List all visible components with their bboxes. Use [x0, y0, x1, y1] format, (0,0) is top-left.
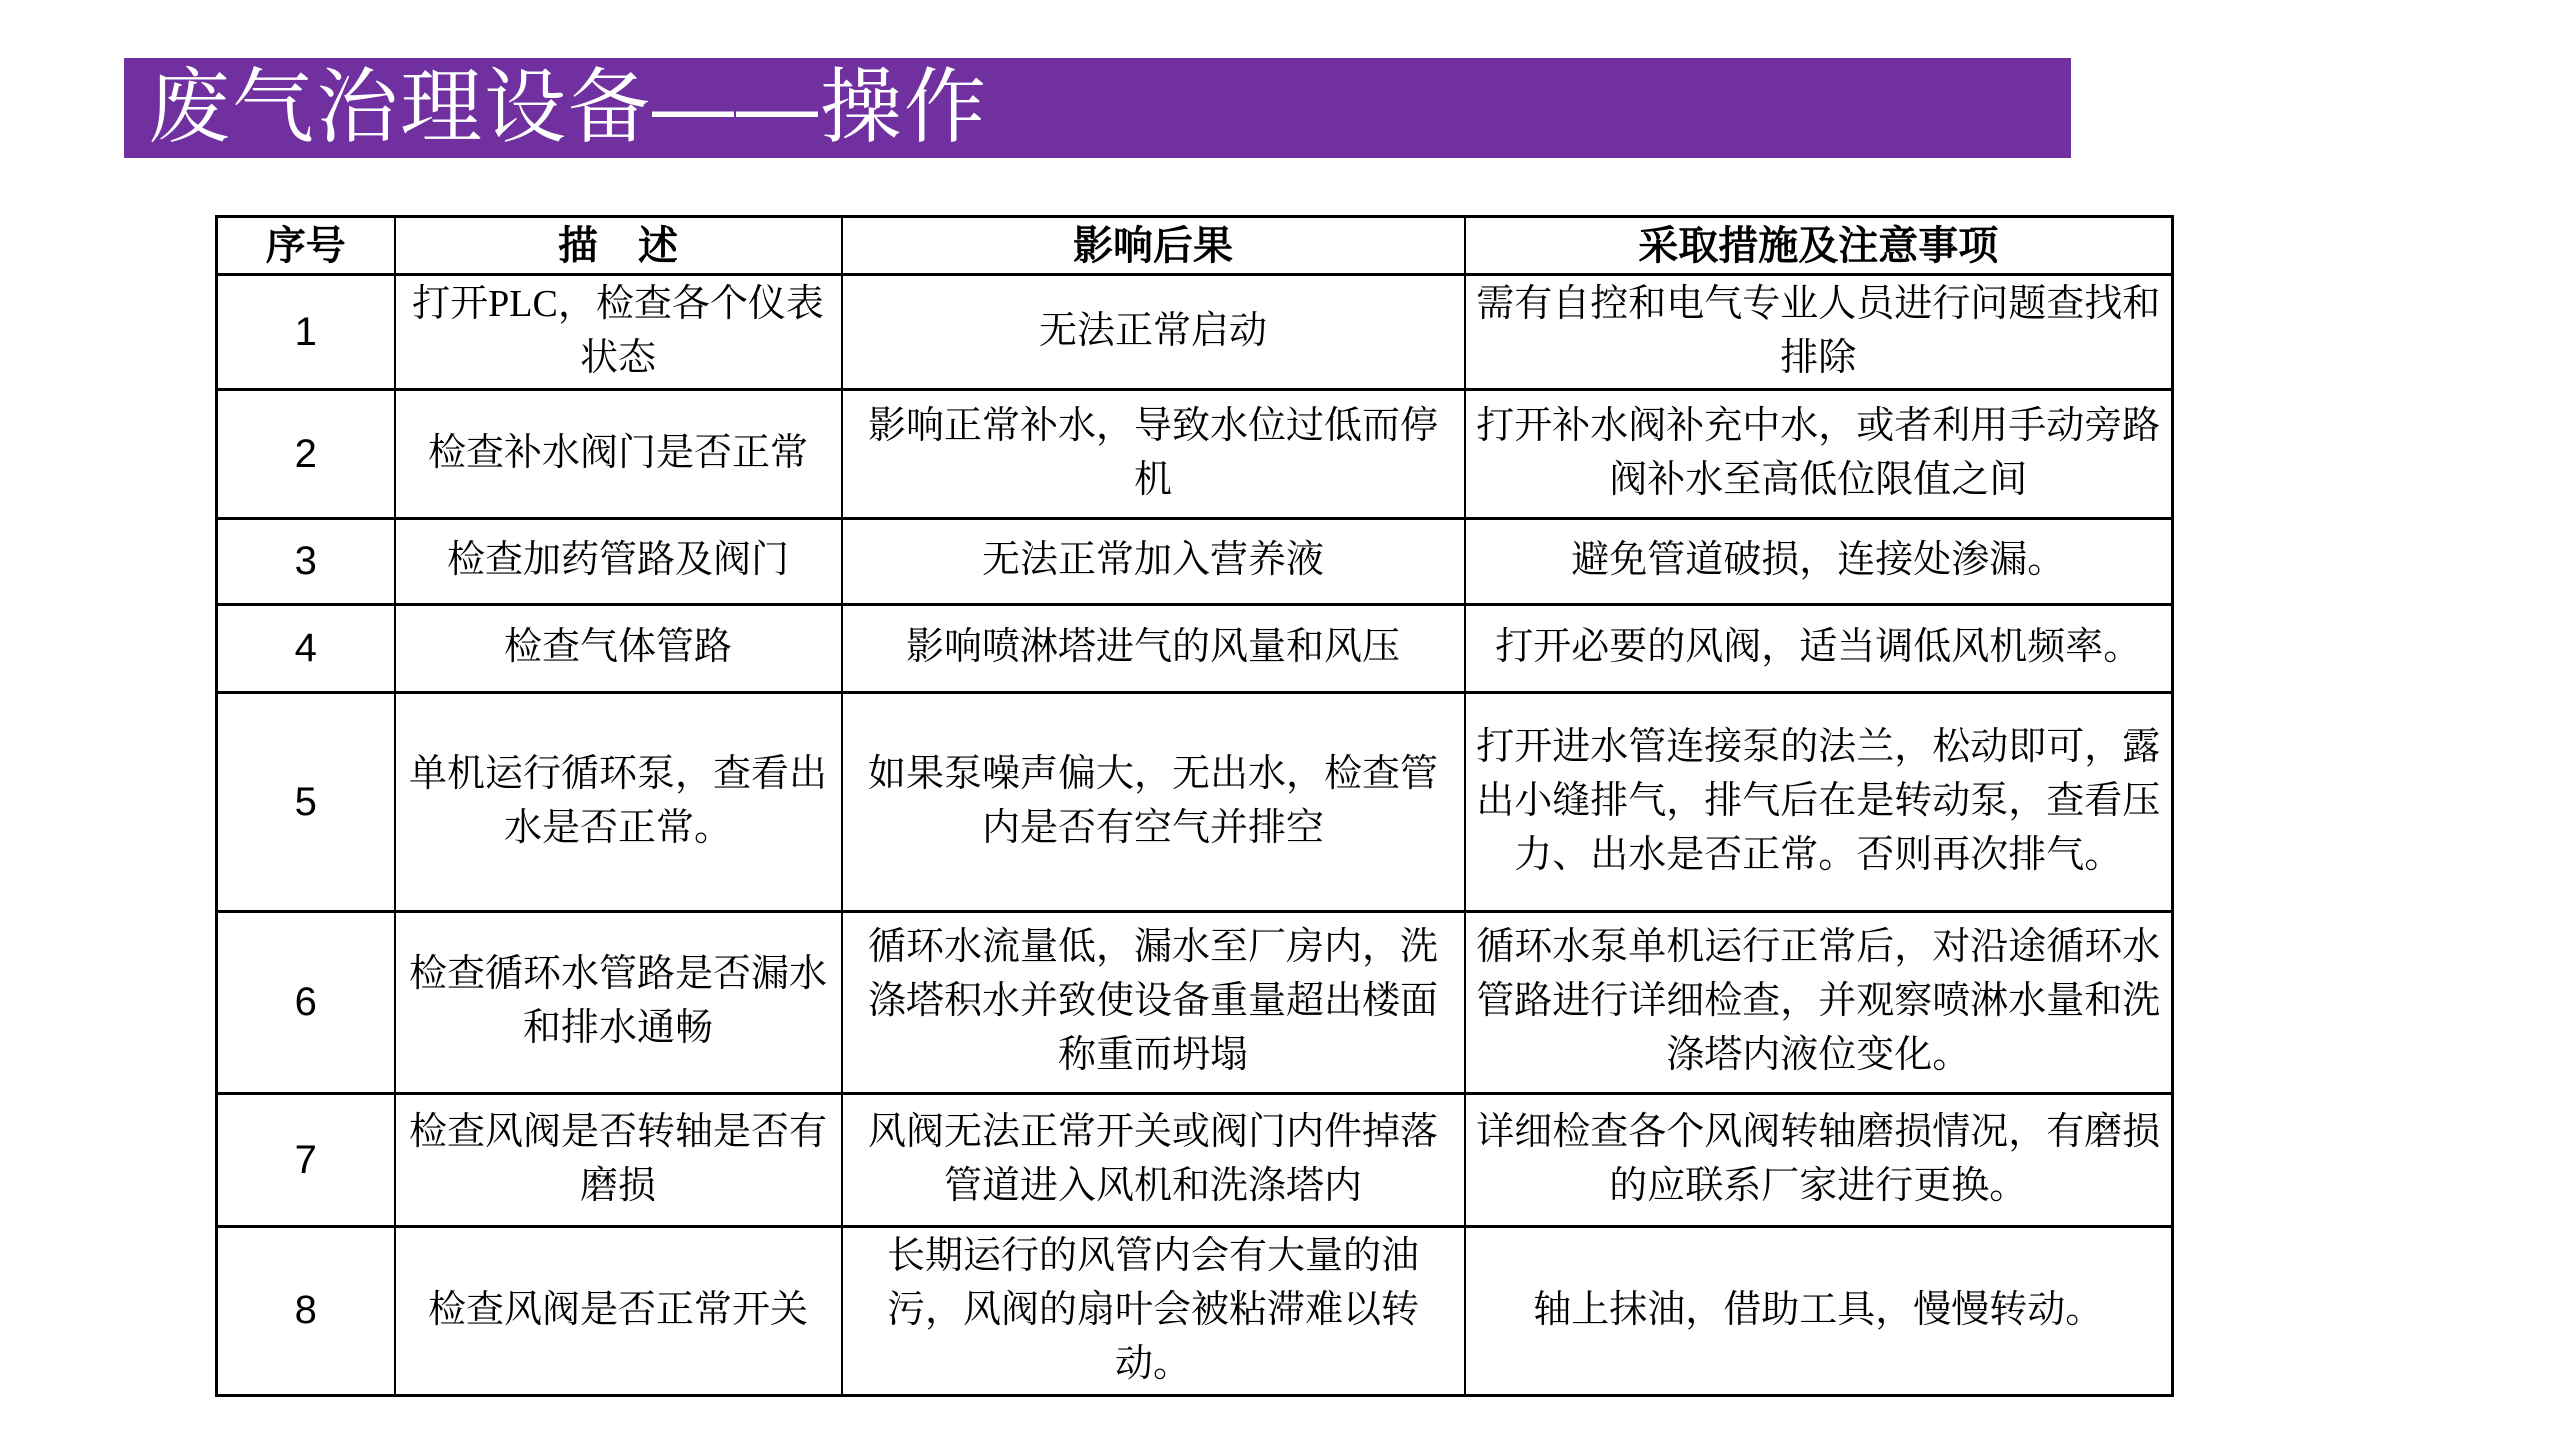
row-number-cell: 2: [217, 389, 395, 518]
row-number-cell: 7: [217, 1093, 395, 1226]
action-cell: 详细检查各个风阀转轴磨损情况，有磨损的应联系厂家进行更换。: [1465, 1093, 2173, 1226]
impact-cell: 如果泵噪声偏大，无出水，检查管内是否有空气并排空: [842, 692, 1465, 911]
table-row: [217, 389, 2173, 518]
description-cell: 检查风阀是否正常开关: [395, 1226, 842, 1395]
table-row: [217, 275, 2173, 390]
col-header-number: 序号: [217, 217, 395, 275]
table-row: [217, 518, 2173, 604]
description-cell: 打开PLC，检查各个仪表状态: [395, 275, 842, 390]
impact-cell: 无法正常启动: [842, 275, 1465, 390]
table-row: [217, 604, 2173, 692]
row-number-cell: 8: [217, 1226, 395, 1395]
action-cell: 打开必要的风阀，适当调低风机频率。: [1465, 604, 2173, 692]
table-header-row: [217, 217, 2173, 275]
row-number-cell: 6: [217, 911, 395, 1093]
action-cell: 打开补水阀补充中水，或者利用手动旁路阀补水至高低位限值之间: [1465, 389, 2173, 518]
description-cell: 检查补水阀门是否正常: [395, 389, 842, 518]
col-header-action: 采取措施及注意事项: [1465, 217, 2173, 275]
page-title: 废气治理设备——操作: [148, 62, 989, 153]
table-row: [217, 692, 2173, 911]
impact-cell: 风阀无法正常开关或阀门内件掉落管道进入风机和洗涤塔内: [842, 1093, 1465, 1226]
description-cell: 检查气体管路: [395, 604, 842, 692]
impact-cell: 循环水流量低，漏水至厂房内，洗涤塔积水并致使设备重量超出楼面称重而坍塌: [842, 911, 1465, 1093]
action-cell: 循环水泵单机运行正常后，对沿途循环水管路进行详细检查，并观察喷淋水量和洗涤塔内液位变化。: [1465, 911, 2173, 1093]
description-cell: 检查加药管路及阀门: [395, 518, 842, 604]
description-cell: 检查风阀是否转轴是否有磨损: [395, 1093, 842, 1226]
impact-cell: 影响正常补水，导致水位过低而停机: [842, 389, 1465, 518]
row-number-cell: 1: [217, 275, 395, 390]
action-cell: 需有自控和电气专业人员进行问题查找和排除: [1465, 275, 2173, 390]
operation-table: [215, 215, 2174, 1397]
row-number-cell: 5: [217, 692, 395, 911]
impact-cell: 影响喷淋塔进气的风量和风压: [842, 604, 1465, 692]
row-number-cell: 4: [217, 604, 395, 692]
action-cell: 避免管道破损，连接处渗漏。: [1465, 518, 2173, 604]
description-cell: 检查循环水管路是否漏水和排水通畅: [395, 911, 842, 1093]
action-cell: 打开进水管连接泵的法兰，松动即可，露出小缝排气，排气后在是转动泵，查看压力、出水是否正常。否则再次排气。: [1465, 692, 2173, 911]
table-row: [217, 1093, 2173, 1226]
row-number-cell: 3: [217, 518, 395, 604]
impact-cell: 长期运行的风管内会有大量的油污，风阀的扇叶会被粘滞难以转动。: [842, 1226, 1465, 1395]
title-banner: [124, 58, 2071, 158]
col-header-description: 描 述: [395, 217, 842, 275]
table-row: [217, 1226, 2173, 1395]
description-cell: 单机运行循环泵，查看出水是否正常。: [395, 692, 842, 911]
table-row: [217, 911, 2173, 1093]
impact-cell: 无法正常加入营养液: [842, 518, 1465, 604]
table-container: [215, 215, 2174, 1397]
action-cell: 轴上抹油，借助工具，慢慢转动。: [1465, 1226, 2173, 1395]
col-header-impact: 影响后果: [842, 217, 1465, 275]
